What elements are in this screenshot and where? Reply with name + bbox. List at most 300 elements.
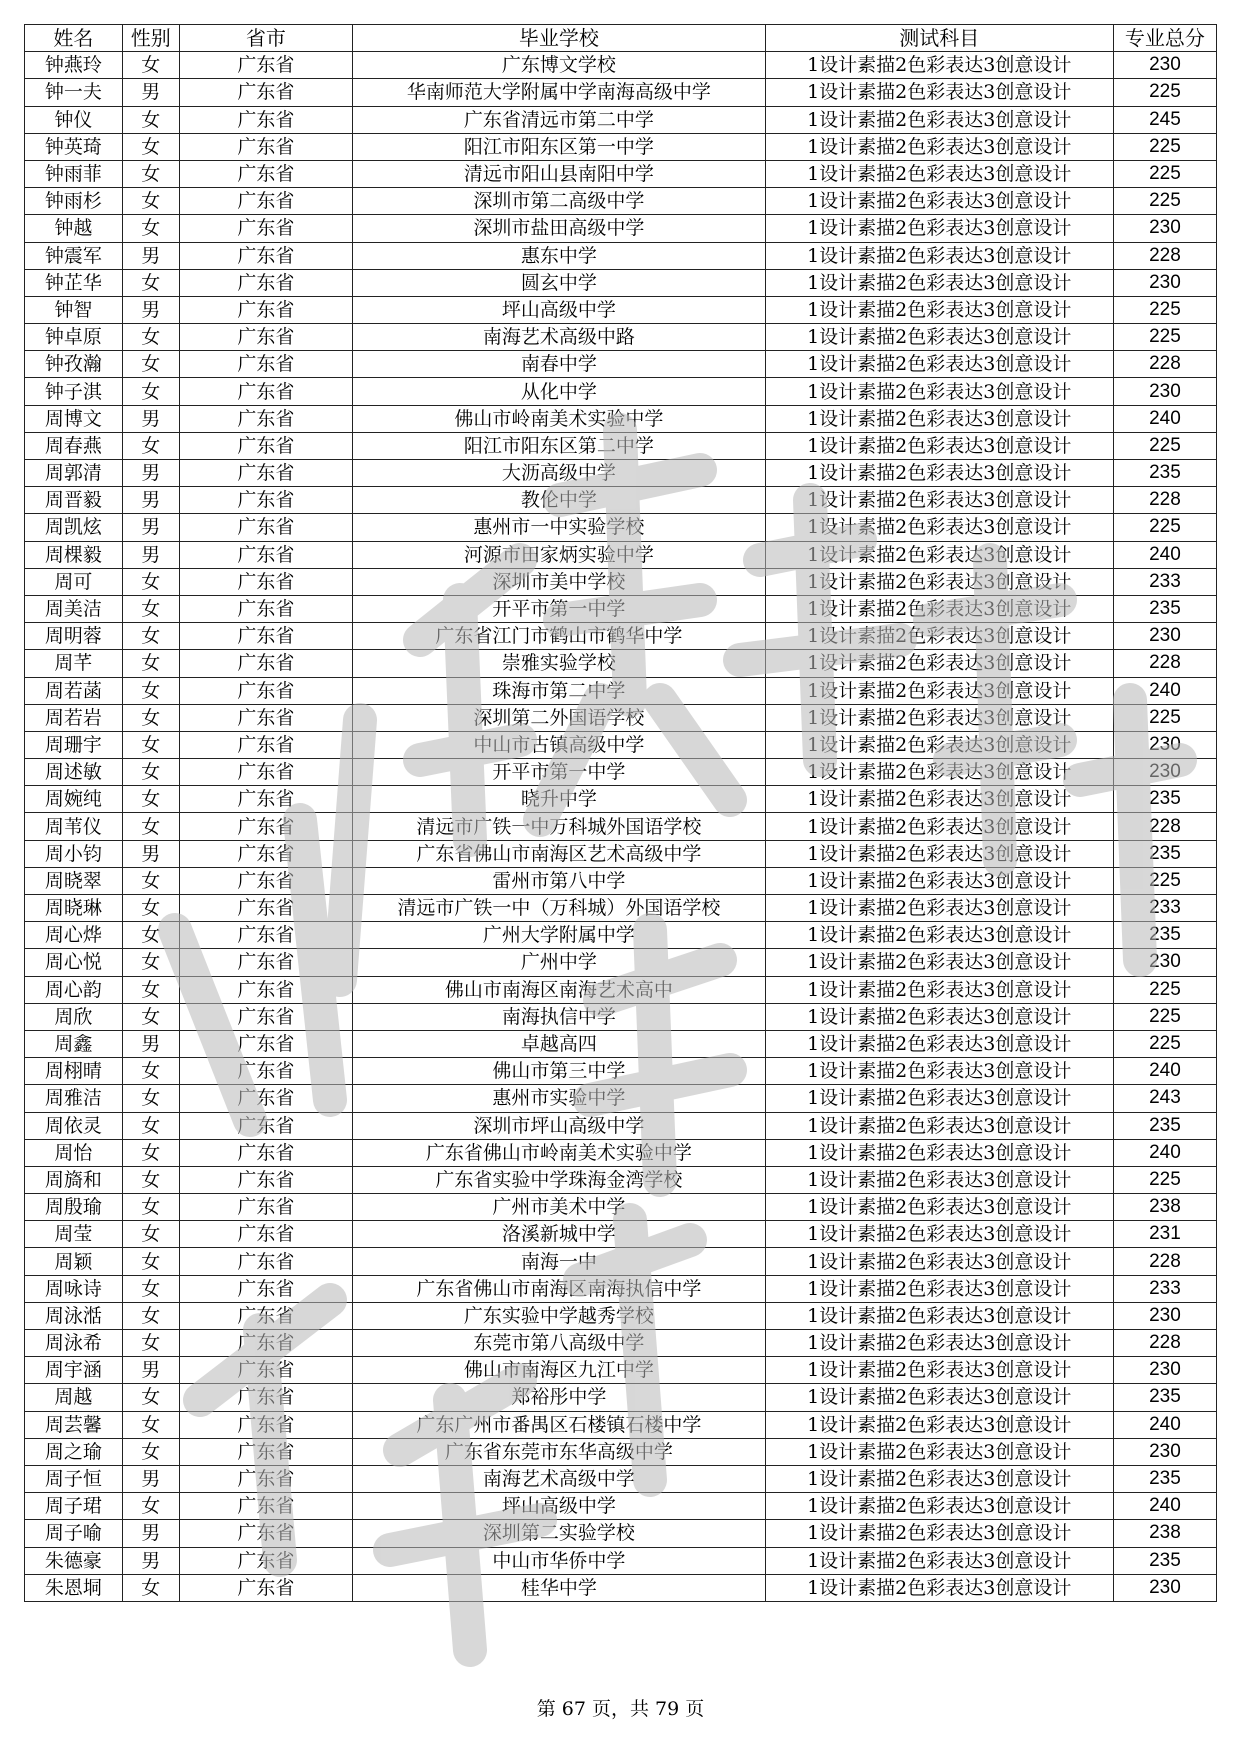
- cell-gender: 男: [122, 541, 179, 568]
- cell-score: 231: [1113, 1221, 1216, 1248]
- cell-school: 从化中学: [353, 378, 765, 405]
- table-row: [25, 949, 1217, 976]
- table-row: [25, 460, 1217, 487]
- cell-name: 周芊: [25, 650, 123, 677]
- cell-subjects: 1设计素描2色彩表达3创意设计: [765, 1139, 1113, 1166]
- table-row: [25, 1275, 1217, 1302]
- cell-school: 广东省佛山市南海区艺术高级中学: [353, 840, 765, 867]
- cell-score: 235: [1113, 922, 1216, 949]
- cell-gender: 女: [122, 704, 179, 731]
- cell-province: 广东省: [179, 1085, 353, 1112]
- cell-gender: 女: [122, 568, 179, 595]
- cell-subjects: 1设计素描2色彩表达3创意设计: [765, 731, 1113, 758]
- cell-subjects: 1设计素描2色彩表达3创意设计: [765, 242, 1113, 269]
- cell-school: 深圳市坪山高级中学: [353, 1112, 765, 1139]
- cell-score: 228: [1113, 650, 1216, 677]
- table-row: [25, 242, 1217, 269]
- cell-score: 235: [1113, 1547, 1216, 1574]
- cell-gender: 女: [122, 731, 179, 758]
- cell-province: 广东省: [179, 79, 353, 106]
- cell-subjects: 1设计素描2色彩表达3创意设计: [765, 1520, 1113, 1547]
- cell-gender: 女: [122, 1302, 179, 1329]
- cell-province: 广东省: [179, 759, 353, 786]
- cell-score: 235: [1113, 1112, 1216, 1139]
- cell-name: 周颖: [25, 1248, 123, 1275]
- cell-gender: 男: [122, 405, 179, 432]
- cell-gender: 女: [122, 677, 179, 704]
- cell-gender: 女: [122, 623, 179, 650]
- cell-province: 广东省: [179, 133, 353, 160]
- cell-school: 南海一中: [353, 1248, 765, 1275]
- cell-subjects: 1设计素描2色彩表达3创意设计: [765, 1574, 1113, 1601]
- cell-name: 周心烨: [25, 922, 123, 949]
- cell-score: 235: [1113, 460, 1216, 487]
- cell-province: 广东省: [179, 867, 353, 894]
- table-row: [25, 731, 1217, 758]
- cell-gender: 女: [122, 106, 179, 133]
- cell-name: 钟一夫: [25, 79, 123, 106]
- cell-school: 广东省东莞市东华高级中学: [353, 1438, 765, 1465]
- table-row: [25, 1547, 1217, 1574]
- table-row: [25, 1465, 1217, 1492]
- cell-name: 钟雨杉: [25, 188, 123, 215]
- cell-subjects: 1设计素描2色彩表达3创意设计: [765, 1194, 1113, 1221]
- cell-gender: 女: [122, 1411, 179, 1438]
- cell-score: 243: [1113, 1085, 1216, 1112]
- cell-gender: 女: [122, 1003, 179, 1030]
- cell-score: 230: [1113, 759, 1216, 786]
- cell-gender: 男: [122, 840, 179, 867]
- cell-province: 广东省: [179, 460, 353, 487]
- cell-school: 广东广州市番禺区石楼镇石楼中学: [353, 1411, 765, 1438]
- table-row: [25, 1221, 1217, 1248]
- cell-subjects: 1设计素描2色彩表达3创意设计: [765, 895, 1113, 922]
- cell-gender: 女: [122, 1330, 179, 1357]
- cell-province: 广东省: [179, 1112, 353, 1139]
- cell-score: 228: [1113, 242, 1216, 269]
- table-row: [25, 1493, 1217, 1520]
- cell-subjects: 1设计素描2色彩表达3创意设计: [765, 378, 1113, 405]
- table-row: [25, 1030, 1217, 1057]
- cell-province: 广东省: [179, 976, 353, 1003]
- cell-subjects: 1设计素描2色彩表达3创意设计: [765, 79, 1113, 106]
- cell-name: 钟越: [25, 215, 123, 242]
- cell-province: 广东省: [179, 296, 353, 323]
- table-row: [25, 976, 1217, 1003]
- table-row: [25, 1302, 1217, 1329]
- cell-name: 钟智: [25, 296, 123, 323]
- cell-province: 广东省: [179, 1030, 353, 1057]
- cell-province: 广东省: [179, 1058, 353, 1085]
- table-row: [25, 1438, 1217, 1465]
- cell-name: 钟孜瀚: [25, 351, 123, 378]
- cell-name: 周美洁: [25, 595, 123, 622]
- cell-name: 周若菡: [25, 677, 123, 704]
- cell-province: 广东省: [179, 1493, 353, 1520]
- cell-school: 清远市阳山县南阳中学: [353, 160, 765, 187]
- table-header: [25, 25, 1217, 52]
- cell-province: 广东省: [179, 269, 353, 296]
- cell-name: 周鑫: [25, 1030, 123, 1057]
- cell-subjects: 1设计素描2色彩表达3创意设计: [765, 1221, 1113, 1248]
- cell-name: 周殷瑜: [25, 1194, 123, 1221]
- cell-school: 广东省清远市第二中学: [353, 106, 765, 133]
- col-header-score: 专业总分: [1113, 25, 1216, 52]
- cell-school: 广州大学附属中学: [353, 922, 765, 949]
- cell-province: 广东省: [179, 1357, 353, 1384]
- cell-name: 周心韵: [25, 976, 123, 1003]
- cell-province: 广东省: [179, 595, 353, 622]
- table-row: [25, 1003, 1217, 1030]
- table-row: [25, 677, 1217, 704]
- cell-school: 中山市古镇高级中学: [353, 731, 765, 758]
- admission-table: [24, 24, 1217, 1602]
- cell-school: 佛山市第三中学: [353, 1058, 765, 1085]
- cell-gender: 男: [122, 514, 179, 541]
- cell-gender: 女: [122, 133, 179, 160]
- cell-gender: 男: [122, 296, 179, 323]
- cell-school: 广东省佛山市南海区南海执信中学: [353, 1275, 765, 1302]
- cell-score: 240: [1113, 1493, 1216, 1520]
- table-row: [25, 269, 1217, 296]
- cell-province: 广东省: [179, 242, 353, 269]
- cell-subjects: 1设计素描2色彩表达3创意设计: [765, 623, 1113, 650]
- cell-name: 周明蓉: [25, 623, 123, 650]
- cell-province: 广东省: [179, 1139, 353, 1166]
- cell-school: 河源市田家炳实验中学: [353, 541, 765, 568]
- cell-name: 钟英琦: [25, 133, 123, 160]
- cell-gender: 女: [122, 759, 179, 786]
- cell-score: 235: [1113, 840, 1216, 867]
- cell-school: 珠海市第二中学: [353, 677, 765, 704]
- cell-subjects: 1设计素描2色彩表达3创意设计: [765, 1493, 1113, 1520]
- table-row: [25, 623, 1217, 650]
- table-row: [25, 1574, 1217, 1601]
- cell-name: 钟雨菲: [25, 160, 123, 187]
- cell-school: 广东省佛山市岭南美术实验中学: [353, 1139, 765, 1166]
- cell-subjects: 1设计素描2色彩表达3创意设计: [765, 514, 1113, 541]
- cell-province: 广东省: [179, 541, 353, 568]
- cell-subjects: 1设计素描2色彩表达3创意设计: [765, 867, 1113, 894]
- cell-subjects: 1设计素描2色彩表达3创意设计: [765, 1058, 1113, 1085]
- cell-score: 225: [1113, 324, 1216, 351]
- cell-score: 225: [1113, 1003, 1216, 1030]
- cell-school: 深圳市美中学校: [353, 568, 765, 595]
- cell-school: 深圳市第二高级中学: [353, 188, 765, 215]
- cell-gender: 女: [122, 650, 179, 677]
- cell-score: 225: [1113, 79, 1216, 106]
- cell-score: 230: [1113, 1574, 1216, 1601]
- cell-score: 240: [1113, 1139, 1216, 1166]
- cell-score: 238: [1113, 1520, 1216, 1547]
- cell-school: 佛山市南海区南海艺术高中: [353, 976, 765, 1003]
- cell-province: 广东省: [179, 704, 353, 731]
- header-row: [25, 25, 1217, 52]
- cell-province: 广东省: [179, 324, 353, 351]
- cell-gender: 男: [122, 242, 179, 269]
- cell-province: 广东省: [179, 1248, 353, 1275]
- cell-gender: 女: [122, 269, 179, 296]
- table-row: [25, 813, 1217, 840]
- table-row: [25, 704, 1217, 731]
- cell-name: 周心悦: [25, 949, 123, 976]
- cell-name: 周依灵: [25, 1112, 123, 1139]
- cell-subjects: 1设计素描2色彩表达3创意设计: [765, 324, 1113, 351]
- cell-province: 广东省: [179, 1384, 353, 1411]
- cell-score: 228: [1113, 351, 1216, 378]
- cell-subjects: 1设计素描2色彩表达3创意设计: [765, 460, 1113, 487]
- cell-gender: 女: [122, 1166, 179, 1193]
- cell-school: 佛山市岭南美术实验中学: [353, 405, 765, 432]
- cell-name: 周泳湉: [25, 1302, 123, 1329]
- cell-name: 周若岩: [25, 704, 123, 731]
- cell-gender: 女: [122, 1112, 179, 1139]
- table-row: [25, 1058, 1217, 1085]
- cell-gender: 女: [122, 1058, 179, 1085]
- cell-gender: 男: [122, 1465, 179, 1492]
- table-row: [25, 840, 1217, 867]
- cell-score: 228: [1113, 1248, 1216, 1275]
- cell-name: 周棵毅: [25, 541, 123, 568]
- cell-score: 225: [1113, 976, 1216, 1003]
- cell-score: 233: [1113, 568, 1216, 595]
- cell-name: 周小钧: [25, 840, 123, 867]
- cell-gender: 女: [122, 1221, 179, 1248]
- cell-gender: 女: [122, 1139, 179, 1166]
- cell-subjects: 1设计素描2色彩表达3创意设计: [765, 704, 1113, 731]
- cell-province: 广东省: [179, 1330, 353, 1357]
- cell-subjects: 1设计素描2色彩表达3创意设计: [765, 568, 1113, 595]
- cell-gender: 女: [122, 813, 179, 840]
- cell-subjects: 1设计素描2色彩表达3创意设计: [765, 351, 1113, 378]
- cell-school: 南海艺术高级中学: [353, 1465, 765, 1492]
- table-row: [25, 895, 1217, 922]
- cell-school: 佛山市南海区九江中学: [353, 1357, 765, 1384]
- cell-school: 南海执信中学: [353, 1003, 765, 1030]
- cell-name: 周泳希: [25, 1330, 123, 1357]
- cell-name: 周怡: [25, 1139, 123, 1166]
- cell-school: 中山市华侨中学: [353, 1547, 765, 1574]
- cell-gender: 女: [122, 215, 179, 242]
- cell-school: 惠州市一中实验学校: [353, 514, 765, 541]
- cell-province: 广东省: [179, 514, 353, 541]
- cell-subjects: 1设计素描2色彩表达3创意设计: [765, 976, 1113, 1003]
- cell-subjects: 1设计素描2色彩表达3创意设计: [765, 1330, 1113, 1357]
- cell-gender: 女: [122, 432, 179, 459]
- cell-subjects: 1设计素描2色彩表达3创意设计: [765, 432, 1113, 459]
- cell-score: 225: [1113, 867, 1216, 894]
- cell-subjects: 1设计素描2色彩表达3创意设计: [765, 1384, 1113, 1411]
- cell-province: 广东省: [179, 949, 353, 976]
- cell-score: 240: [1113, 1411, 1216, 1438]
- cell-gender: 女: [122, 52, 179, 79]
- cell-province: 广东省: [179, 1003, 353, 1030]
- cell-score: 235: [1113, 1384, 1216, 1411]
- cell-name: 钟芷华: [25, 269, 123, 296]
- cell-subjects: 1设计素描2色彩表达3创意设计: [765, 949, 1113, 976]
- cell-school: 清远市广铁一中（万科城）外国语学校: [353, 895, 765, 922]
- table-body: [25, 52, 1217, 1602]
- cell-score: 240: [1113, 677, 1216, 704]
- cell-name: 朱恩垌: [25, 1574, 123, 1601]
- cell-subjects: 1设计素描2色彩表达3创意设计: [765, 1411, 1113, 1438]
- cell-score: 230: [1113, 215, 1216, 242]
- cell-province: 广东省: [179, 1194, 353, 1221]
- cell-subjects: 1设计素描2色彩表达3创意设计: [765, 215, 1113, 242]
- table-row: [25, 1357, 1217, 1384]
- cell-gender: 女: [122, 1574, 179, 1601]
- cell-school: 惠东中学: [353, 242, 765, 269]
- cell-province: 广东省: [179, 351, 353, 378]
- cell-subjects: 1设计素描2色彩表达3创意设计: [765, 487, 1113, 514]
- cell-name: 周可: [25, 568, 123, 595]
- cell-gender: 女: [122, 1194, 179, 1221]
- cell-school: 圆玄中学: [353, 269, 765, 296]
- table-row: [25, 922, 1217, 949]
- cell-subjects: 1设计素描2色彩表达3创意设计: [765, 405, 1113, 432]
- table-row: [25, 568, 1217, 595]
- cell-score: 225: [1113, 514, 1216, 541]
- cell-score: 228: [1113, 1330, 1216, 1357]
- table-row: [25, 1112, 1217, 1139]
- cell-school: 桂华中学: [353, 1574, 765, 1601]
- cell-score: 230: [1113, 623, 1216, 650]
- cell-name: 周婉纯: [25, 786, 123, 813]
- cell-subjects: 1设计素描2色彩表达3创意设计: [765, 1085, 1113, 1112]
- cell-gender: 女: [122, 976, 179, 1003]
- col-header-school: 毕业学校: [353, 25, 765, 52]
- cell-subjects: 1设计素描2色彩表达3创意设计: [765, 677, 1113, 704]
- cell-gender: 女: [122, 895, 179, 922]
- table-row: [25, 1384, 1217, 1411]
- cell-school: 深圳第二实验学校: [353, 1520, 765, 1547]
- cell-score: 225: [1113, 432, 1216, 459]
- table-row: [25, 487, 1217, 514]
- cell-province: 广东省: [179, 106, 353, 133]
- cell-subjects: 1设计素描2色彩表达3创意设计: [765, 922, 1113, 949]
- cell-province: 广东省: [179, 1520, 353, 1547]
- table-row: [25, 405, 1217, 432]
- cell-subjects: 1设计素描2色彩表达3创意设计: [765, 1166, 1113, 1193]
- cell-name: 钟燕玲: [25, 52, 123, 79]
- cell-school: 华南师范大学附属中学南海高级中学: [353, 79, 765, 106]
- cell-province: 广东省: [179, 1465, 353, 1492]
- cell-name: 朱德豪: [25, 1547, 123, 1574]
- cell-score: 230: [1113, 1357, 1216, 1384]
- cell-score: 235: [1113, 786, 1216, 813]
- cell-score: 230: [1113, 949, 1216, 976]
- cell-subjects: 1设计素描2色彩表达3创意设计: [765, 541, 1113, 568]
- cell-subjects: 1设计素描2色彩表达3创意设计: [765, 813, 1113, 840]
- cell-school: 清远市广铁一中万科城外国语学校: [353, 813, 765, 840]
- cell-score: 225: [1113, 1030, 1216, 1057]
- cell-gender: 女: [122, 188, 179, 215]
- cell-province: 广东省: [179, 52, 353, 79]
- cell-province: 广东省: [179, 1411, 353, 1438]
- cell-gender: 女: [122, 949, 179, 976]
- cell-name: 周子珺: [25, 1493, 123, 1520]
- cell-province: 广东省: [179, 1547, 353, 1574]
- cell-gender: 女: [122, 1384, 179, 1411]
- cell-school: 深圳第二外国语学校: [353, 704, 765, 731]
- cell-school: 郑裕彤中学: [353, 1384, 765, 1411]
- cell-province: 广东省: [179, 813, 353, 840]
- cell-province: 广东省: [179, 487, 353, 514]
- cell-score: 230: [1113, 1438, 1216, 1465]
- table-row: [25, 1139, 1217, 1166]
- cell-score: 240: [1113, 1058, 1216, 1085]
- cell-name: 周旖和: [25, 1166, 123, 1193]
- cell-province: 广东省: [179, 786, 353, 813]
- cell-score: 230: [1113, 52, 1216, 79]
- table-row: [25, 52, 1217, 79]
- cell-province: 广东省: [179, 1221, 353, 1248]
- cell-gender: 女: [122, 1248, 179, 1275]
- cell-school: 卓越高四: [353, 1030, 765, 1057]
- cell-score: 245: [1113, 106, 1216, 133]
- cell-gender: 男: [122, 79, 179, 106]
- cell-school: 坪山高级中学: [353, 1493, 765, 1520]
- cell-subjects: 1设计素描2色彩表达3创意设计: [765, 595, 1113, 622]
- table-row: [25, 215, 1217, 242]
- cell-school: 开平市第一中学: [353, 595, 765, 622]
- col-header-name: 姓名: [25, 25, 123, 52]
- table-row: [25, 514, 1217, 541]
- cell-school: 南春中学: [353, 351, 765, 378]
- cell-name: 周芸馨: [25, 1411, 123, 1438]
- cell-province: 广东省: [179, 188, 353, 215]
- cell-score: 228: [1113, 487, 1216, 514]
- table-row: [25, 351, 1217, 378]
- cell-score: 240: [1113, 541, 1216, 568]
- cell-school: 惠州市实验中学: [353, 1085, 765, 1112]
- cell-subjects: 1设计素描2色彩表达3创意设计: [765, 1112, 1113, 1139]
- cell-province: 广东省: [179, 432, 353, 459]
- cell-province: 广东省: [179, 731, 353, 758]
- cell-score: 225: [1113, 296, 1216, 323]
- cell-province: 广东省: [179, 1275, 353, 1302]
- cell-subjects: 1设计素描2色彩表达3创意设计: [765, 1465, 1113, 1492]
- cell-gender: 女: [122, 1438, 179, 1465]
- col-header-province: 省市: [179, 25, 353, 52]
- cell-score: 238: [1113, 1194, 1216, 1221]
- table-row: [25, 79, 1217, 106]
- cell-name: 周凯炫: [25, 514, 123, 541]
- cell-gender: 男: [122, 1030, 179, 1057]
- cell-province: 广东省: [179, 1166, 353, 1193]
- cell-score: 240: [1113, 405, 1216, 432]
- cell-gender: 女: [122, 1275, 179, 1302]
- cell-school: 广东省江门市鹤山市鹤华中学: [353, 623, 765, 650]
- cell-name: 周莹: [25, 1221, 123, 1248]
- cell-gender: 女: [122, 351, 179, 378]
- cell-school: 坪山高级中学: [353, 296, 765, 323]
- cell-score: 225: [1113, 1166, 1216, 1193]
- cell-gender: 女: [122, 867, 179, 894]
- table-row: [25, 432, 1217, 459]
- table-row: [25, 188, 1217, 215]
- cell-subjects: 1设计素描2色彩表达3创意设计: [765, 1302, 1113, 1329]
- cell-school: 广东省实验中学珠海金湾学校: [353, 1166, 765, 1193]
- cell-name: 周咏诗: [25, 1275, 123, 1302]
- cell-school: 雷州市第八中学: [353, 867, 765, 894]
- cell-school: 广东博文学校: [353, 52, 765, 79]
- cell-province: 广东省: [179, 160, 353, 187]
- cell-province: 广东省: [179, 650, 353, 677]
- cell-school: 阳江市阳东区第一中学: [353, 133, 765, 160]
- table-row: [25, 378, 1217, 405]
- cell-score: 233: [1113, 895, 1216, 922]
